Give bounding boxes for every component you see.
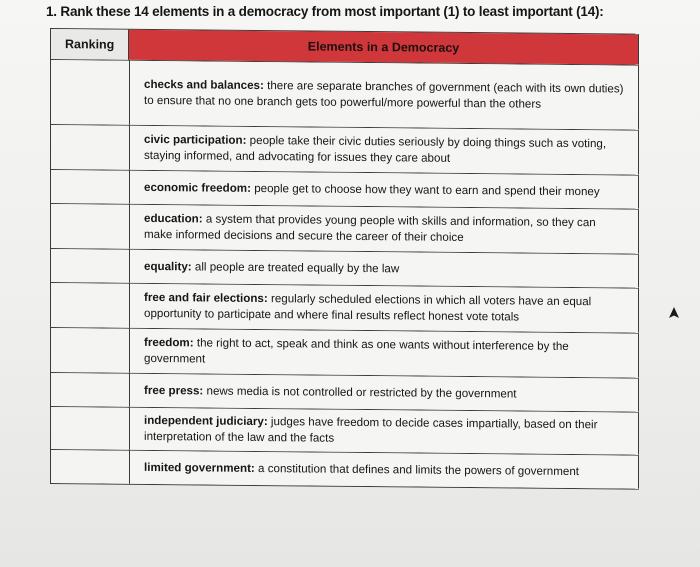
ranking-cell[interactable] (51, 249, 130, 283)
element-cell (130, 284, 639, 333)
element-cell (130, 61, 639, 130)
table-row (51, 283, 639, 334)
table-row (51, 204, 639, 255)
element-description: people get to choose how they want to earn and spend their money (254, 181, 600, 198)
element-description: regularly scheduled elections in which all voters have an equal opportunity to participate and where final results reflect honest vote totals (144, 292, 592, 324)
element-term: economic freedom: (144, 180, 251, 195)
ranking-cell[interactable] (51, 328, 130, 373)
element-description: the right to act, speak and think as one wants without interference by the government (144, 336, 569, 366)
header-ranking: Ranking (51, 29, 129, 60)
element-cell (130, 126, 639, 175)
ranking-cell[interactable] (51, 450, 130, 484)
element-cell (130, 451, 639, 489)
ranking-cell[interactable] (51, 170, 130, 204)
element-term: independent judiciary: (144, 413, 268, 429)
table-row (51, 249, 639, 289)
table-row (51, 450, 639, 490)
element-description: news media is not controlled or restricted by the government (206, 384, 517, 400)
element-cell (130, 250, 639, 288)
ranking-cell[interactable] (51, 60, 130, 125)
element-cell (130, 374, 639, 412)
element-term: checks and balances: (144, 77, 264, 93)
ranking-cell[interactable] (51, 283, 130, 328)
element-cell (130, 329, 639, 378)
element-term: civic participation: (144, 132, 247, 147)
element-description: a system that provides young people with skills and information, so they can make informed decisions and secure the career of their choice (144, 212, 596, 244)
element-term: education: (144, 211, 203, 226)
mouse-pointer-icon (667, 306, 681, 320)
table-row (51, 170, 639, 210)
table-row (51, 60, 639, 131)
ranking-cell[interactable] (51, 204, 130, 249)
element-term: free press: (144, 383, 204, 397)
table-row (51, 125, 639, 176)
element-term: limited government: (144, 460, 255, 475)
element-description: there are separate branches of government (each with its own duties) to ensure that no one branch gets too powerful/more powerful than the others (144, 79, 624, 111)
element-term: freedom: (144, 335, 194, 350)
element-cell (130, 205, 639, 254)
element-description: judges have freedom to decide cases impartially, based on their interpretation of the law and the facts (144, 415, 598, 445)
ranking-cell[interactable] (51, 373, 130, 407)
header-elements: Elements in a Democracy (129, 30, 639, 65)
ranking-cell[interactable] (51, 407, 130, 450)
table-row (51, 373, 639, 413)
question-title: 1. Rank these 14 elements in a democracy from most important (1) to least important (14): (46, 4, 604, 19)
table-row (51, 328, 639, 379)
element-cell (130, 171, 639, 209)
element-description: all people are treated equally by the law (194, 259, 400, 275)
table-row (51, 407, 639, 456)
element-description: people take their civic duties seriously by doing things such as voting, staying informed, and advocating for issues they care about (144, 133, 607, 165)
element-term: equality: (144, 259, 192, 273)
element-cell (130, 408, 639, 455)
ranking-cell[interactable] (51, 125, 130, 170)
element-term: free and fair elections: (144, 290, 268, 306)
element-description: a constitution that defines and limits the powers of government (258, 461, 579, 478)
ranking-table (50, 28, 639, 490)
